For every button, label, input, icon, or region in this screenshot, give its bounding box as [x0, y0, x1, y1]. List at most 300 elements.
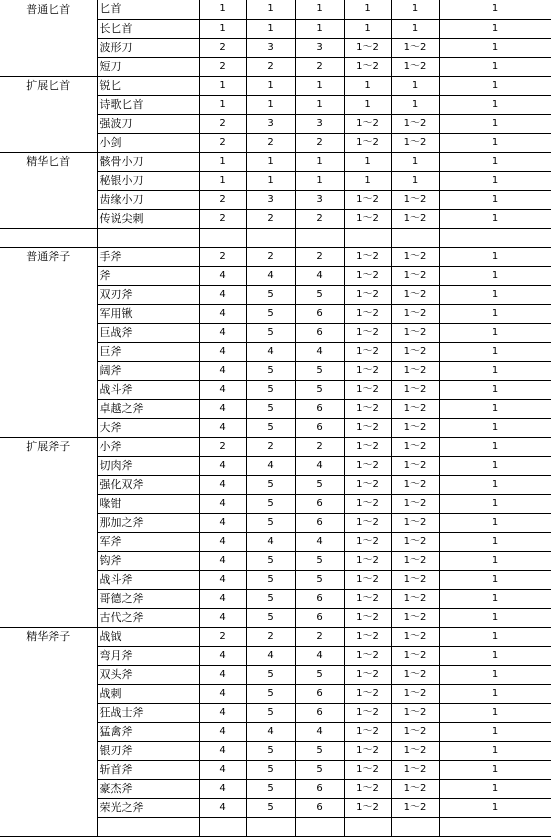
category-cell [0, 684, 97, 703]
value-cell-last: 1 [439, 342, 551, 361]
range-cell-2: 1～2 [391, 570, 439, 589]
value-cell-2: 5 [246, 551, 295, 570]
table-row [0, 532, 551, 551]
range-cell-1: 1～2 [344, 608, 391, 627]
range-cell-2: 1 [391, 19, 439, 38]
value-cell-3: 1 [295, 19, 344, 38]
value-cell-3: 5 [295, 285, 344, 304]
range-cell-1: 1～2 [344, 798, 391, 817]
weapon-name-cell: 齿缘小刀 [97, 190, 199, 209]
weapon-name-cell: 骸骨小刀 [97, 152, 199, 171]
value-cell-2: 2 [246, 437, 295, 456]
weapon-name-cell: 军斧 [97, 532, 199, 551]
range-cell-2: 1～2 [391, 266, 439, 285]
value-cell-3: 2 [295, 209, 344, 228]
value-cell-3: 2 [295, 57, 344, 76]
range-cell-2: 1～2 [391, 323, 439, 342]
value-cell-1 [199, 817, 246, 836]
value-cell-3: 6 [295, 323, 344, 342]
range-cell-2: 1～2 [391, 532, 439, 551]
weapon-name-cell: 战斗斧 [97, 380, 199, 399]
value-cell-2: 5 [246, 798, 295, 817]
category-cell [0, 722, 97, 741]
category-cell [0, 456, 97, 475]
range-cell-1: 1～2 [344, 418, 391, 437]
range-cell-1: 1～2 [344, 722, 391, 741]
value-cell-last: 1 [439, 437, 551, 456]
value-cell-2: 2 [246, 627, 295, 646]
value-cell-2: 4 [246, 722, 295, 741]
value-cell-3: 5 [295, 361, 344, 380]
weapon-name-cell: 斧 [97, 266, 199, 285]
range-cell-1: 1 [344, 76, 391, 95]
range-cell-2: 1～2 [391, 475, 439, 494]
value-cell-1: 2 [199, 57, 246, 76]
table-row [0, 247, 551, 266]
value-cell-last: 1 [439, 114, 551, 133]
range-cell-2: 1 [391, 95, 439, 114]
value-cell-1: 4 [199, 342, 246, 361]
value-cell-2: 4 [246, 456, 295, 475]
value-cell-last [439, 228, 551, 247]
value-cell-1: 4 [199, 684, 246, 703]
weapon-name-cell: 切肉斧 [97, 456, 199, 475]
table-row [0, 342, 551, 361]
value-cell-2: 1 [246, 0, 295, 19]
value-cell-2: 5 [246, 494, 295, 513]
value-cell-last: 1 [439, 95, 551, 114]
value-cell-3: 4 [295, 532, 344, 551]
value-cell-2: 5 [246, 570, 295, 589]
value-cell-3: 5 [295, 760, 344, 779]
value-cell-last: 1 [439, 722, 551, 741]
category-cell: 扩展斧子 [0, 437, 97, 456]
value-cell-1: 4 [199, 608, 246, 627]
range-cell-2: 1～2 [391, 361, 439, 380]
value-cell-last: 1 [439, 475, 551, 494]
table-row [0, 760, 551, 779]
range-cell-2: 1～2 [391, 399, 439, 418]
range-cell-2: 1 [391, 0, 439, 19]
value-cell-last: 1 [439, 779, 551, 798]
category-cell [0, 57, 97, 76]
weapon-name-cell: 锐匕 [97, 76, 199, 95]
range-cell-1: 1～2 [344, 494, 391, 513]
value-cell-1: 4 [199, 570, 246, 589]
table-row [0, 551, 551, 570]
value-cell-2: 3 [246, 38, 295, 57]
range-cell-2 [391, 228, 439, 247]
value-cell-last: 1 [439, 589, 551, 608]
value-cell-3: 6 [295, 779, 344, 798]
value-cell-1: 2 [199, 190, 246, 209]
value-cell-1: 2 [199, 114, 246, 133]
value-cell-3: 2 [295, 247, 344, 266]
range-cell-2: 1～2 [391, 133, 439, 152]
weapon-name-cell: 匕首 [97, 0, 199, 19]
value-cell-1: 4 [199, 646, 246, 665]
category-cell [0, 646, 97, 665]
value-cell-3: 6 [295, 589, 344, 608]
value-cell-1: 4 [199, 266, 246, 285]
range-cell-1: 1～2 [344, 760, 391, 779]
table-row [0, 608, 551, 627]
range-cell-2: 1～2 [391, 703, 439, 722]
value-cell-last: 1 [439, 456, 551, 475]
value-cell-2: 4 [246, 532, 295, 551]
value-cell-1: 1 [199, 0, 246, 19]
range-cell-2: 1～2 [391, 494, 439, 513]
table-row [0, 665, 551, 684]
value-cell-last: 1 [439, 798, 551, 817]
weapon-name-cell: 双刃斧 [97, 285, 199, 304]
value-cell-last: 1 [439, 133, 551, 152]
value-cell-3: 6 [295, 304, 344, 323]
value-cell-last: 1 [439, 646, 551, 665]
range-cell-1: 1～2 [344, 247, 391, 266]
table-row [0, 817, 551, 836]
value-cell-2: 3 [246, 114, 295, 133]
value-cell-1: 4 [199, 589, 246, 608]
table-row [0, 646, 551, 665]
value-cell-3: 4 [295, 266, 344, 285]
category-cell [0, 798, 97, 817]
range-cell-1: 1～2 [344, 589, 391, 608]
range-cell-1: 1 [344, 19, 391, 38]
range-cell-2: 1～2 [391, 741, 439, 760]
category-cell [0, 399, 97, 418]
value-cell-2: 5 [246, 779, 295, 798]
weapon-name-cell: 诗歌匕首 [97, 95, 199, 114]
category-cell [0, 342, 97, 361]
weapon-name-cell: 巨斧 [97, 342, 199, 361]
value-cell-last: 1 [439, 323, 551, 342]
weapon-name-cell [97, 817, 199, 836]
range-cell-2: 1～2 [391, 779, 439, 798]
weapon-name-cell: 战斗斧 [97, 570, 199, 589]
range-cell-2: 1～2 [391, 209, 439, 228]
table-row [0, 266, 551, 285]
range-cell-1: 1～2 [344, 475, 391, 494]
weapon-name-cell: 钩斧 [97, 551, 199, 570]
range-cell-2: 1～2 [391, 627, 439, 646]
range-cell-1: 1～2 [344, 665, 391, 684]
range-cell-1: 1～2 [344, 551, 391, 570]
range-cell-1: 1～2 [344, 627, 391, 646]
range-cell-2: 1～2 [391, 684, 439, 703]
value-cell-3: 2 [295, 133, 344, 152]
value-cell-3: 6 [295, 798, 344, 817]
value-cell-last: 1 [439, 76, 551, 95]
category-cell: 精华匕首 [0, 152, 97, 171]
value-cell-last: 1 [439, 570, 551, 589]
range-cell-1: 1～2 [344, 209, 391, 228]
range-cell-2: 1～2 [391, 760, 439, 779]
table-row [0, 684, 551, 703]
range-cell-2: 1 [391, 76, 439, 95]
weapon-name-cell: 传说尖刺 [97, 209, 199, 228]
weapon-name-cell: 战钺 [97, 627, 199, 646]
table-row [0, 114, 551, 133]
category-cell [0, 190, 97, 209]
table-row [0, 133, 551, 152]
weapon-name-cell: 阔斧 [97, 361, 199, 380]
value-cell-last: 1 [439, 304, 551, 323]
table-row [0, 456, 551, 475]
category-cell [0, 114, 97, 133]
value-cell-3: 5 [295, 665, 344, 684]
category-cell [0, 741, 97, 760]
range-cell-1: 1～2 [344, 741, 391, 760]
value-cell-2: 5 [246, 380, 295, 399]
weapon-name-cell: 狂战士斧 [97, 703, 199, 722]
range-cell-1: 1～2 [344, 285, 391, 304]
category-cell [0, 38, 97, 57]
range-cell-1 [344, 228, 391, 247]
table-row [0, 798, 551, 817]
value-cell-2: 5 [246, 760, 295, 779]
table-row [0, 76, 551, 95]
value-cell-2: 4 [246, 266, 295, 285]
value-cell-3: 5 [295, 570, 344, 589]
table-row [0, 38, 551, 57]
value-cell-3: 6 [295, 608, 344, 627]
category-cell [0, 361, 97, 380]
value-cell-1: 4 [199, 722, 246, 741]
weapon-name-cell: 小剑 [97, 133, 199, 152]
value-cell-3: 5 [295, 475, 344, 494]
value-cell-2: 1 [246, 76, 295, 95]
range-cell-1: 1～2 [344, 38, 391, 57]
value-cell-3: 5 [295, 741, 344, 760]
weapon-name-cell: 战刺 [97, 684, 199, 703]
table-row [0, 513, 551, 532]
range-cell-2: 1～2 [391, 342, 439, 361]
range-cell-1: 1～2 [344, 646, 391, 665]
value-cell-3: 6 [295, 494, 344, 513]
range-cell-2: 1～2 [391, 190, 439, 209]
category-cell [0, 285, 97, 304]
value-cell-2: 5 [246, 741, 295, 760]
value-cell-3: 4 [295, 722, 344, 741]
category-cell [0, 817, 97, 836]
weapon-name-cell: 豪杰斧 [97, 779, 199, 798]
category-cell [0, 513, 97, 532]
value-cell-3: 6 [295, 684, 344, 703]
value-cell-3: 2 [295, 437, 344, 456]
value-cell-2: 5 [246, 285, 295, 304]
weapon-name-cell: 那加之斧 [97, 513, 199, 532]
value-cell-last: 1 [439, 532, 551, 551]
category-cell [0, 171, 97, 190]
value-cell-2: 1 [246, 19, 295, 38]
range-cell-1: 1～2 [344, 133, 391, 152]
category-cell [0, 266, 97, 285]
category-cell [0, 551, 97, 570]
category-cell [0, 418, 97, 437]
range-cell-1: 1～2 [344, 703, 391, 722]
category-cell [0, 304, 97, 323]
table-row [0, 380, 551, 399]
value-cell-2: 2 [246, 209, 295, 228]
range-cell-2: 1～2 [391, 798, 439, 817]
weapon-name-cell: 长匕首 [97, 19, 199, 38]
value-cell-3 [295, 817, 344, 836]
range-cell-1: 1～2 [344, 684, 391, 703]
value-cell-last: 1 [439, 380, 551, 399]
value-cell-3 [295, 228, 344, 247]
weapon-name-cell: 短刀 [97, 57, 199, 76]
range-cell-2: 1～2 [391, 551, 439, 570]
range-cell-1: 1～2 [344, 456, 391, 475]
category-cell [0, 494, 97, 513]
table-row [0, 570, 551, 589]
value-cell-2: 5 [246, 418, 295, 437]
value-cell-2: 3 [246, 190, 295, 209]
value-cell-last: 1 [439, 760, 551, 779]
value-cell-2: 5 [246, 475, 295, 494]
range-cell-2: 1～2 [391, 57, 439, 76]
table-row [0, 152, 551, 171]
value-cell-1: 4 [199, 304, 246, 323]
range-cell-1: 1 [344, 0, 391, 19]
value-cell-last: 1 [439, 741, 551, 760]
range-cell-2: 1～2 [391, 608, 439, 627]
category-cell [0, 703, 97, 722]
range-cell-1: 1～2 [344, 437, 391, 456]
value-cell-last: 1 [439, 627, 551, 646]
category-cell [0, 209, 97, 228]
table-row [0, 437, 551, 456]
value-cell-last: 1 [439, 266, 551, 285]
weapon-name-cell: 双头斧 [97, 665, 199, 684]
category-cell [0, 133, 97, 152]
value-cell-3: 6 [295, 703, 344, 722]
category-cell [0, 475, 97, 494]
value-cell-1: 4 [199, 760, 246, 779]
value-cell-1: 4 [199, 779, 246, 798]
value-cell-last: 1 [439, 171, 551, 190]
value-cell-last: 1 [439, 285, 551, 304]
range-cell-2: 1～2 [391, 380, 439, 399]
value-cell-3: 4 [295, 342, 344, 361]
value-cell-1: 1 [199, 19, 246, 38]
value-cell-1: 4 [199, 456, 246, 475]
weapon-name-cell: 巨战斧 [97, 323, 199, 342]
category-cell [0, 19, 97, 38]
value-cell-last: 1 [439, 247, 551, 266]
range-cell-2: 1～2 [391, 418, 439, 437]
value-cell-3: 3 [295, 190, 344, 209]
value-cell-last: 1 [439, 665, 551, 684]
range-cell-1: 1～2 [344, 399, 391, 418]
weapon-name-cell: 波形刀 [97, 38, 199, 57]
range-cell-2: 1～2 [391, 589, 439, 608]
category-cell [0, 665, 97, 684]
table-row [0, 627, 551, 646]
value-cell-2 [246, 228, 295, 247]
value-cell-3: 6 [295, 513, 344, 532]
value-cell-1: 4 [199, 475, 246, 494]
value-cell-last: 1 [439, 19, 551, 38]
table-row [0, 57, 551, 76]
range-cell-2: 1～2 [391, 38, 439, 57]
value-cell-1: 4 [199, 532, 246, 551]
range-cell-2: 1 [391, 171, 439, 190]
table-row [0, 779, 551, 798]
value-cell-3: 1 [295, 95, 344, 114]
value-cell-1: 1 [199, 152, 246, 171]
range-cell-2: 1～2 [391, 304, 439, 323]
table-row [0, 494, 551, 513]
category-cell [0, 589, 97, 608]
table-row [0, 190, 551, 209]
value-cell-last [439, 817, 551, 836]
weapon-name-cell: 大斧 [97, 418, 199, 437]
weapon-name-cell: 军用锹 [97, 304, 199, 323]
value-cell-last: 1 [439, 0, 551, 19]
category-cell: 普通斧子 [0, 247, 97, 266]
range-cell-1: 1 [344, 95, 391, 114]
table-row [0, 418, 551, 437]
category-cell [0, 570, 97, 589]
value-cell-1: 1 [199, 76, 246, 95]
value-cell-3: 5 [295, 380, 344, 399]
weapon-name-cell: 猛禽斧 [97, 722, 199, 741]
table-row [0, 475, 551, 494]
range-cell-2: 1～2 [391, 285, 439, 304]
table-row [0, 0, 551, 19]
value-cell-1: 4 [199, 703, 246, 722]
range-cell-1: 1～2 [344, 114, 391, 133]
category-cell: 精华斧子 [0, 627, 97, 646]
value-cell-last: 1 [439, 38, 551, 57]
category-cell: 扩展匕首 [0, 76, 97, 95]
range-cell-1: 1～2 [344, 779, 391, 798]
category-cell [0, 760, 97, 779]
value-cell-1 [199, 228, 246, 247]
weapon-name-cell: 强波刀 [97, 114, 199, 133]
value-cell-1: 4 [199, 741, 246, 760]
range-cell-2: 1～2 [391, 437, 439, 456]
value-cell-last: 1 [439, 551, 551, 570]
value-cell-1: 2 [199, 133, 246, 152]
value-cell-2: 5 [246, 399, 295, 418]
table-row [0, 304, 551, 323]
category-cell [0, 608, 97, 627]
range-cell-1: 1～2 [344, 323, 391, 342]
range-cell-2 [391, 817, 439, 836]
range-cell-1: 1～2 [344, 570, 391, 589]
range-cell-1: 1～2 [344, 57, 391, 76]
value-cell-1: 4 [199, 665, 246, 684]
weapon-name-cell [97, 228, 199, 247]
value-cell-1: 4 [199, 798, 246, 817]
value-cell-last: 1 [439, 399, 551, 418]
table-row [0, 722, 551, 741]
table-row [0, 285, 551, 304]
weapon-name-cell: 银刃斧 [97, 741, 199, 760]
value-cell-2: 5 [246, 684, 295, 703]
table-row [0, 741, 551, 760]
weapon-name-cell: 手斧 [97, 247, 199, 266]
value-cell-last: 1 [439, 513, 551, 532]
category-cell: 普通匕首 [0, 0, 97, 19]
value-cell-last: 1 [439, 684, 551, 703]
weapon-name-cell: 弯月斧 [97, 646, 199, 665]
value-cell-1: 4 [199, 551, 246, 570]
value-cell-2: 5 [246, 665, 295, 684]
